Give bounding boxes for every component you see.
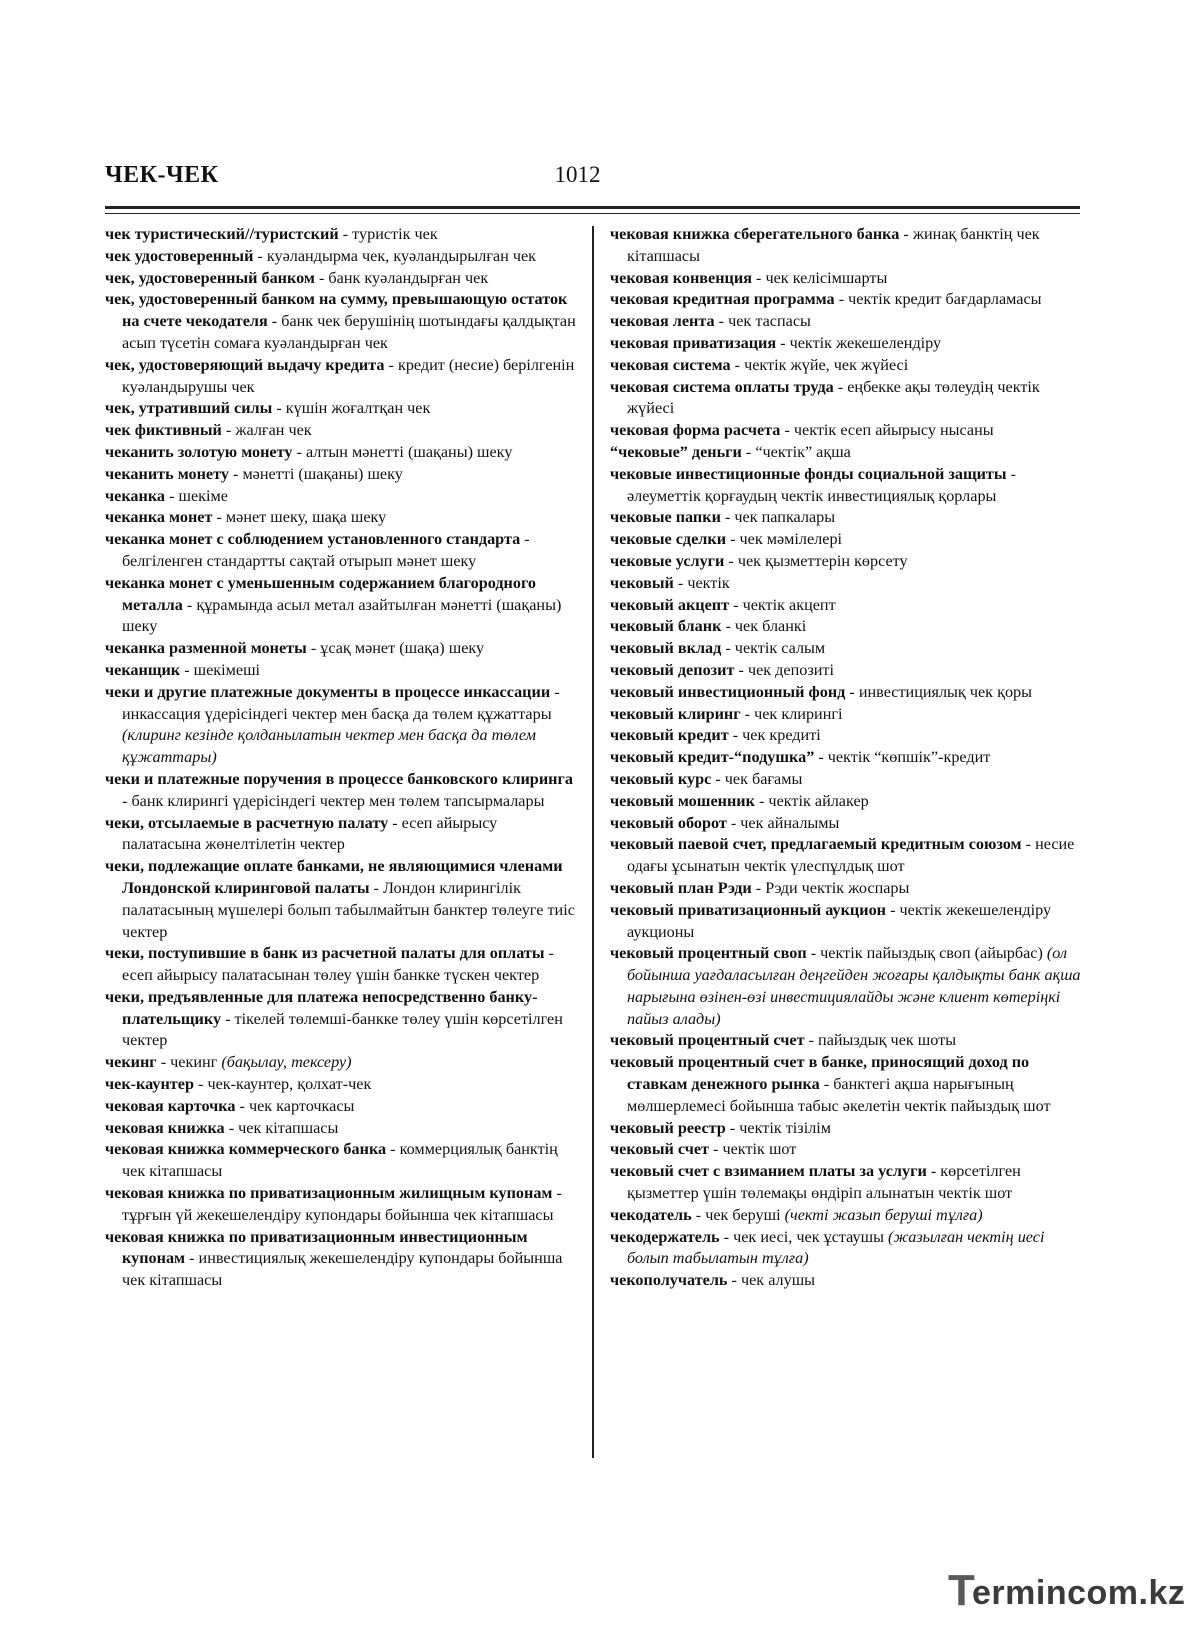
entry-term: чековый инвестиционный фонд [610, 682, 846, 701]
entry-term: чеки, отсылаемые в расчетную палату [105, 813, 389, 832]
entry-term: чековая книжка по приватизационным инвестиционным купонам [105, 1227, 528, 1268]
entry-separator: - [814, 748, 828, 767]
entry-term: чеки, предъявленные для платежа непосредственно банку-плательщику [105, 987, 538, 1028]
entry-translation: чек бағамы [724, 769, 803, 788]
dictionary-entry [610, 638, 1085, 660]
dictionary-entry [105, 987, 580, 1052]
entry-term: чеканить золотую монету [105, 442, 293, 461]
entry-separator: - [122, 791, 132, 810]
entry-translation: банктегі ақша нарығының мөлшерлемесі бойынша табыс әкелетін чектік пайыздық шот [627, 1075, 1051, 1115]
dictionary-entry [610, 900, 1085, 944]
entry-translation: тұрғын үй жекешелендіру купондары бойынша чек кітапшасы [122, 1205, 554, 1224]
entry-separator: - [1021, 835, 1036, 854]
entry-separator: - [386, 1140, 400, 1159]
page-title: ЧЕК-ЧЕК [105, 162, 219, 188]
entry-translation: көрсетілген қызметтер үшін төлемақы өндіріп алынатын чектік шот [627, 1162, 1021, 1203]
dictionary-entry [105, 813, 580, 857]
entry-separator: - [673, 573, 688, 592]
entry-translation: чектік салым [734, 639, 826, 658]
entry-term: чековая система [610, 355, 731, 374]
entry-term: чековый реестр [610, 1118, 726, 1137]
entry-translation: чек папкалары [734, 508, 836, 527]
dictionary-entry [610, 1161, 1085, 1205]
entry-note: (клиринг кезінде қолданылатын чектер мен басқа да төлем құжаттары) [122, 726, 536, 767]
entry-term: чековый кредит-“подушка” [610, 748, 815, 767]
entry-separator: - [165, 486, 179, 505]
entry-translation: мәнетті (шақаны) шеку [242, 464, 403, 483]
logo-letter: T [948, 1566, 975, 1615]
entry-translation: инвестициялық жекешелендіру купондары бойынша чек кітапшасы [122, 1249, 563, 1290]
entry-term: чековая книжка по приватизационным жилищным купонам [105, 1184, 553, 1203]
entry-separator: - [221, 1009, 235, 1028]
entry-separator: - [550, 682, 560, 701]
entry-separator: - [193, 1075, 208, 1094]
dictionary-entry [610, 616, 1085, 638]
entry-term: чекинг [105, 1053, 157, 1072]
entry-separator: - [833, 377, 848, 396]
entry-translation: чек келісімшарты [765, 268, 888, 287]
entry-term: чеки, подлежащие оплате банками, не являющимися членами Лондонской клиринговой палаты [105, 857, 563, 897]
entry-translation: чек алушы [740, 1271, 816, 1290]
entry-term: чековый [610, 573, 674, 592]
entry-term: чековый клиринг [610, 704, 741, 723]
entry-separator: - [734, 660, 748, 679]
entry-translation: чек айналымы [740, 813, 840, 832]
entry-translation: жинақ банктің чек кітапшасы [627, 225, 1040, 265]
right-column [610, 224, 1085, 1292]
entry-separator: - [780, 421, 794, 440]
dictionary-entry [105, 943, 580, 987]
entry-separator: - [727, 1271, 741, 1290]
dictionary-entry [105, 355, 580, 399]
entry-separator: - [730, 355, 745, 374]
dictionary-entry [105, 660, 580, 682]
entry-term: чековая кредитная программа [610, 290, 835, 309]
entry-separator: - [314, 268, 329, 287]
entry-note: (чекті жазып беруші тұлға) [784, 1205, 983, 1224]
entry-translation: чек карточкасы [248, 1096, 355, 1115]
entry-term: чековые инвестиционные фонды социальной защиты [610, 464, 1007, 483]
dictionary-entry [105, 246, 580, 268]
entry-translation: шекімеші [193, 660, 261, 679]
dictionary-entry [105, 224, 580, 246]
dictionary-entry [105, 268, 580, 290]
dictionary-entry [105, 682, 580, 769]
entry-separator: - [228, 464, 243, 483]
entry-separator: - [253, 246, 267, 265]
entry-term: чековый мошенник [610, 791, 755, 810]
entry-separator: - [292, 442, 306, 461]
entry-translation: чек таспасы [728, 312, 811, 331]
dictionary-entry [610, 377, 1085, 421]
entry-separator: - [714, 312, 729, 331]
entry-separator: - [185, 1249, 199, 1268]
entry-term: чековый счет [610, 1140, 709, 1159]
dictionary-entry [610, 1205, 1085, 1227]
entry-separator: - [804, 1031, 819, 1050]
entry-translation: чектік пайыздық своп (айырбас) [820, 944, 1047, 963]
dictionary-entry [610, 1227, 1085, 1271]
entry-translation: банк клирингі үдерісіндегі чектер мен төлем тапсырмалары [131, 791, 545, 810]
entry-separator: - [726, 530, 740, 549]
entry-term: чековый план Рэди [610, 878, 752, 897]
entry-translation: коммерциялық банктің чек кітапшасы [122, 1140, 558, 1181]
entry-term: чеканщик [105, 660, 181, 679]
entry-term: чековый паевой счет, предлагаемый кредитным союзом [610, 835, 1022, 854]
dictionary-entry [105, 1139, 580, 1183]
entry-separator: - [224, 1118, 239, 1137]
entry-translation: инвестициялық чек қоры [858, 682, 1033, 701]
entry-separator: - [754, 791, 769, 810]
entry-translation: несие одағы ұсынатын чектік үлеспұлдық шот [627, 835, 1075, 876]
header-rule-thin [105, 213, 1080, 214]
dictionary-entry [105, 486, 580, 508]
dictionary-entry [105, 638, 580, 660]
entry-translation: чек кредиті [742, 726, 821, 745]
entry-term: чеки и другие платежные документы в процессе инкассации [105, 682, 551, 701]
termincom-logo [948, 1566, 1185, 1616]
entry-separator: - [720, 508, 735, 527]
dictionary-entry [105, 573, 580, 638]
entry-separator: - [886, 900, 900, 919]
entry-translation: Лондон клирингілік палатасының мүшелері болып табылмайтын банктер төлеуге тиіс чектер [122, 878, 575, 941]
entry-separator: - [776, 333, 790, 352]
dictionary-entry [610, 442, 1085, 464]
entry-term: чек, удостоверяющий выдачу кредита [105, 355, 385, 374]
entry-translation: чек иесі, чек ұстаушы [733, 1227, 889, 1246]
entry-term: чеканка [105, 486, 165, 505]
entry-translation: пайыздық чек шоты [818, 1031, 957, 1050]
entry-separator: - [726, 813, 741, 832]
entry-term: чековый счет с взиманием платы за услуги [610, 1162, 927, 1181]
entry-translation: чек мәмілелері [739, 530, 843, 549]
dictionary-entry [610, 268, 1085, 290]
entry-term: чековые услуги [610, 551, 725, 570]
entry-translation: чектік [687, 573, 730, 592]
entry-separator: - [182, 595, 197, 614]
entry-term: чековая книжка сберегательного банка [610, 225, 900, 243]
dictionary-entry [105, 464, 580, 486]
entry-separator: - [740, 704, 755, 723]
entry-separator: - [156, 1053, 171, 1072]
entry-term: чек фиктивный [105, 421, 222, 440]
dictionary-entry [105, 398, 580, 420]
entry-separator: - [212, 508, 226, 527]
entry-term: чековая лента [610, 312, 715, 331]
entry-translation: инкассация үдерісіндегі чектер мен басқа да төлем құжаттары [122, 704, 552, 723]
entry-separator: - [845, 682, 859, 701]
entry-translation: чектік жекешелендіру аукционы [627, 900, 1052, 941]
dictionary-entry [105, 420, 580, 442]
entry-term: чековая книжка коммерческого банка [105, 1140, 387, 1159]
dictionary-entry [610, 551, 1085, 573]
entry-term: чековый процентный своп [610, 944, 807, 963]
entry-translation: чектік акцепт [742, 595, 836, 614]
entry-translation: туристік чек [352, 225, 438, 243]
entry-term: чековая книжка [105, 1118, 225, 1137]
dictionary-entry [610, 1118, 1085, 1140]
entry-term: чековый курс [610, 769, 712, 788]
entry-term: чековый вклад [610, 639, 722, 658]
entry-term: чековый процентный счет в банке, приносящий доход по ставкам денежного рынка [610, 1053, 1030, 1094]
entry-term: чековый кредит [610, 726, 729, 745]
dictionary-entry [105, 507, 580, 529]
entry-separator: - [384, 355, 398, 374]
entry-term: чеканка монет с уменьшенным содержанием благородного металла [105, 573, 536, 614]
entry-translation: кредит (несие) берілгенін куәландырушы чек [122, 355, 575, 396]
dictionary-entry [610, 747, 1085, 769]
dictionary-entry [610, 420, 1085, 442]
entry-term: чеки и платежные поручения в процессе банковского клиринга [105, 769, 573, 788]
entry-translation: чек бланкі [734, 617, 807, 636]
entry-translation: Рэди чектік жоспары [765, 878, 910, 897]
entry-translation: чек қызметтерін көрсету [737, 551, 908, 570]
entry-separator: - [728, 726, 743, 745]
entry-separator: - [520, 530, 530, 549]
entry-term: чековый бланк [610, 617, 722, 636]
entry-term: чек туристический//туристский [105, 225, 339, 243]
entry-separator: - [819, 1075, 834, 1094]
entry-separator: - [221, 421, 236, 440]
entry-translation: есеп айырысу палатасынан төлеу үшін банкке түскен чектер [122, 966, 540, 985]
entry-translation: чектік айлакер [768, 791, 869, 810]
dictionary-entry [105, 442, 580, 464]
entry-term: чек-каунтер [105, 1075, 194, 1094]
entry-separator: - [729, 595, 743, 614]
dictionary-entry [610, 791, 1085, 813]
entry-term: чековый акцепт [610, 595, 730, 614]
entry-term: чек, удостоверенный банком [105, 268, 315, 287]
entry-translation: күшін жоғалтқан чек [285, 399, 431, 418]
entry-term: чеканить монету [105, 464, 229, 483]
entry-separator: - [834, 290, 849, 309]
dictionary-entry [610, 1052, 1085, 1117]
entry-translation: еңбекке ақы төлеудің чектік жүйесі [627, 377, 1040, 418]
entry-separator: - [725, 1118, 740, 1137]
entry-separator: - [691, 1205, 706, 1224]
entry-separator: - [180, 660, 194, 679]
dictionary-entry [610, 595, 1085, 617]
entry-term: чек, удостоверенный банком на сумму, превышающую остаток на счете чекодателя [105, 290, 568, 331]
entry-translation: чек-каунтер, қолхат-чек [207, 1075, 372, 1094]
entry-term: чековая карточка [105, 1096, 236, 1115]
entry-separator: - [899, 225, 913, 243]
dictionary-entry [610, 1030, 1085, 1052]
page-number: 1012 [554, 162, 601, 187]
dictionary-entry [610, 1270, 1085, 1292]
entry-translation: чектік есеп айырысу нысаны [793, 421, 994, 440]
entry-term: чеканка монет с соблюдением установленного стандарта [105, 530, 521, 549]
entry-separator: - [806, 944, 821, 963]
dictionary-entry [610, 311, 1085, 333]
dictionary-entry [105, 1183, 580, 1227]
entry-separator: - [272, 399, 286, 418]
entry-translation: есеп айырысу палатасына жөнелтілетін чектер [122, 813, 498, 854]
dictionary-entry [610, 704, 1085, 726]
dictionary-entry [610, 682, 1085, 704]
dictionary-entry [610, 224, 1085, 268]
entry-translation: чек кітапшасы [238, 1118, 339, 1137]
dictionary-entry [105, 529, 580, 573]
dictionary-entry [610, 725, 1085, 747]
entry-term: чековая конвенция [610, 268, 752, 287]
dictionary-entry [610, 573, 1085, 595]
entry-term: чеканка монет [105, 508, 213, 527]
dictionary-entry [610, 813, 1085, 835]
dictionary-entry [610, 1139, 1085, 1161]
entry-term: чековая система оплаты труда [610, 377, 834, 396]
entry-translation: алтын мәнетті (шақаны) шеку [305, 442, 513, 461]
entry-translation: белгіленген стандартты сақтай отырып мәнет шеку [122, 551, 477, 570]
dictionary-entry [610, 289, 1085, 311]
entry-term: чекодержатель [610, 1227, 720, 1246]
entry-translation: чек беруші [705, 1205, 785, 1224]
entry-note: (бақылау, тексеру) [221, 1053, 352, 1072]
entry-translation: чектік жекешелендіру [789, 333, 942, 352]
dictionary-entry [610, 660, 1085, 682]
entry-separator: - [235, 1096, 249, 1115]
entry-term: чековый оборот [610, 813, 727, 832]
entry-term: чековые папки [610, 508, 721, 527]
entry-term: чек, утративший силы [105, 399, 273, 418]
dictionary-entry [105, 1052, 580, 1074]
dictionary-entry [105, 1227, 580, 1292]
entry-translation: жалған чек [235, 421, 312, 440]
entry-separator: - [721, 617, 735, 636]
entry-term: чековый процентный счет [610, 1031, 805, 1050]
entry-term: чековый приватизационный аукцион [610, 900, 887, 919]
entry-translation: чектік кредит бағдарламасы [848, 290, 1042, 309]
entry-translation: чек клирингі [754, 704, 843, 723]
entry-translation: шекіме [178, 486, 228, 505]
column-divider [592, 226, 594, 1458]
entry-translation: банк куәландырған чек [328, 268, 489, 287]
entry-separator: - [926, 1162, 941, 1181]
dictionary-entry [105, 856, 580, 943]
dictionary-entry [610, 464, 1085, 508]
entry-separator: - [741, 442, 756, 461]
entry-translation: құрамында асыл метал азайтылған мәнетті (шақаны) шеку [122, 595, 562, 636]
entry-translation: тікелей төлемші-банкке төлеу үшін көрсетілген чектер [122, 1009, 563, 1050]
entry-translation: чекинг [170, 1053, 222, 1072]
entry-term: чековая приватизация [610, 333, 777, 352]
dictionary-entry [610, 507, 1085, 529]
entry-term: чековая форма расчета [610, 421, 781, 440]
dictionary-entry [610, 333, 1085, 355]
entry-translation: ұсақ мәнет (шақа) шеку [320, 639, 485, 658]
dictionary-entry [105, 1096, 580, 1118]
entry-separator: - [709, 1140, 723, 1159]
entry-translation: мәнет шеку, шақа шеку [225, 508, 387, 527]
entry-note: (ол бойынша уағдаласылған деңгейден жоғары қалдықты банк ақша нарығына өзінен-өзі инвестициялайды және клиент көтеріңкі пайыз алады) [627, 944, 1081, 1028]
entry-translation: чек депозиті [747, 660, 834, 679]
entry-term: чекодатель [610, 1205, 692, 1224]
entry-separator: - [719, 1227, 734, 1246]
entry-separator: - [369, 878, 383, 897]
entry-translation: куәландырма чек, куәландырылған чек [266, 246, 537, 265]
entry-separator: - [751, 268, 766, 287]
entry-term: чеки, поступившие в банк из расчетной палаты для оплаты [105, 944, 545, 963]
entry-separator: - [388, 813, 402, 832]
running-head [105, 158, 1080, 198]
entry-term: чековые сделки [610, 530, 727, 549]
entry-translation: чектік “көпшік”-кредит [827, 748, 991, 767]
entry-term: чековый депозит [610, 660, 735, 679]
entry-translation: банк чек берушінің шотындағы қалдықтан асып түсетін сомаға куәландырған чек [122, 312, 576, 352]
entry-translation: әлеуметтік қорғаудың чектік инвестициялық қорлары [627, 486, 997, 505]
entry-translation: “чектік” ақша [755, 442, 851, 461]
entry-separator: - [711, 769, 725, 788]
entry-separator: - [552, 1184, 562, 1203]
entry-separator: - [306, 639, 321, 658]
entry-translation: чектік шот [722, 1140, 797, 1159]
entry-separator: - [544, 944, 554, 963]
entry-separator: - [267, 312, 282, 331]
dictionary-entry [105, 769, 580, 813]
dictionary-entry [610, 769, 1085, 791]
entry-separator: - [1006, 464, 1016, 483]
header-rule-thick [105, 206, 1080, 209]
dictionary-entry [610, 878, 1085, 900]
dictionary-entry [610, 355, 1085, 377]
dictionary-entry [610, 529, 1085, 551]
entry-separator: - [338, 225, 353, 243]
entry-term: чеканка разменной монеты [105, 639, 307, 658]
entry-translation: чектік жүйе, чек жүйесі [744, 355, 909, 374]
entry-term: чекополучатель [610, 1271, 728, 1290]
dictionary-entry [105, 1074, 580, 1096]
dictionary-entry [105, 289, 580, 354]
dictionary-entry [105, 1118, 580, 1140]
entry-term: “чековые” деньги [610, 442, 742, 461]
entry-translation: чектік тізілім [739, 1118, 832, 1137]
dictionary-entry [610, 834, 1085, 878]
entry-separator: - [724, 551, 738, 570]
left-column [105, 224, 580, 1292]
entry-separator: - [721, 639, 735, 658]
logo-text: ermincom.kz [972, 1574, 1185, 1612]
entry-separator: - [751, 878, 766, 897]
entry-term: чек удостоверенный [105, 246, 254, 265]
entry-note: (жазылған чектің иесі болып табылатын тұлға) [627, 1227, 1045, 1268]
dictionary-entry [610, 943, 1085, 1030]
